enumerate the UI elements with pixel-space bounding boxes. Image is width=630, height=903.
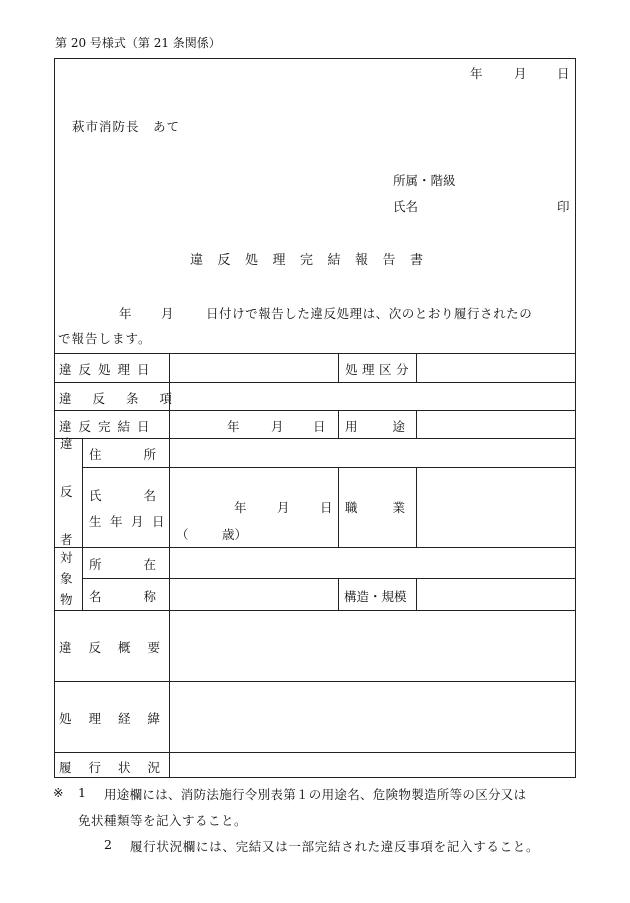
note-marker: ※ [53,785,64,800]
table-line [54,610,576,611]
recipient: 萩市消防長 あて [72,119,181,134]
note-1-number: 1 [78,785,86,800]
disposal-date-label: 違反処理日 [59,362,157,377]
reporter-affiliation-label: 所属・階級 [393,173,456,188]
birth-month: 月 [277,500,290,515]
table-line [54,547,576,548]
date-year: 年 [470,66,483,81]
birth-day: 日 [320,500,333,515]
table-line [54,410,576,411]
table-line [54,681,576,682]
structure-label: 構造・規模 [344,589,407,604]
process-label: 処理経緯 [59,711,178,726]
table-line [338,578,339,610]
completion-month: 月 [271,419,284,434]
table-line [338,467,339,547]
name-label: 氏名 [89,488,199,503]
table-line [416,353,417,382]
note-1-text: 用途欄には、消防法施行令別表第１の用途名、危険物製造所等の区分又は [104,787,527,802]
form-number-label: 第 20 号様式（第 21 条関係） [55,36,221,50]
age-label: 歳） [222,527,248,542]
table-line [338,410,339,438]
table-line [54,752,576,753]
table-line [54,353,576,354]
completion-day: 日 [313,419,326,434]
usage-label: 用途 [345,419,441,434]
disposal-category-label: 処理区分 [345,362,414,377]
occupation-label: 職業 [345,500,441,515]
violated-article-label: 違反条項 [59,391,194,406]
reporter-name-label: 氏名 [393,199,419,214]
birthdate-label: 生年月日 [89,514,174,529]
table-line [338,353,339,382]
document-title: 違反処理完結報告書 [190,253,438,268]
intro-text: 日付けで報告した違反処理は、次のとおり履行されたの [206,306,533,321]
intro-month: 月 [161,306,174,321]
note-2-text: 履行状況欄には、完結又は一部完結された違反事項を記入すること。 [130,839,540,854]
completion-date-label: 違反完結日 [59,419,157,434]
table-line [82,578,576,579]
table-line [82,438,83,610]
violator-group-label: 違 反 者 [60,436,73,547]
intro-text-cont: で報告します。 [58,331,152,346]
seal-mark: 印 [557,199,570,214]
age-open-paren: （ [176,527,189,542]
table-line [54,438,576,439]
table-line [54,382,576,383]
status-label: 履行状況 [59,760,178,775]
table-line [416,578,417,610]
birth-year: 年 [234,500,247,515]
location-label: 所在 [89,557,199,572]
date-month: 月 [514,66,527,81]
date-day: 日 [557,66,570,81]
summary-label: 違反概要 [59,640,178,655]
intro-year: 年 [119,306,132,321]
note-2-number: 2 [104,837,112,852]
target-group-label: 対 象 物 [60,549,73,607]
target-name-label: 名称 [89,589,199,604]
note-1-continuation: 免状種類等を記入すること。 [78,813,248,828]
address-label: 住所 [89,447,199,462]
completion-year: 年 [227,419,240,434]
table-line [82,467,576,468]
